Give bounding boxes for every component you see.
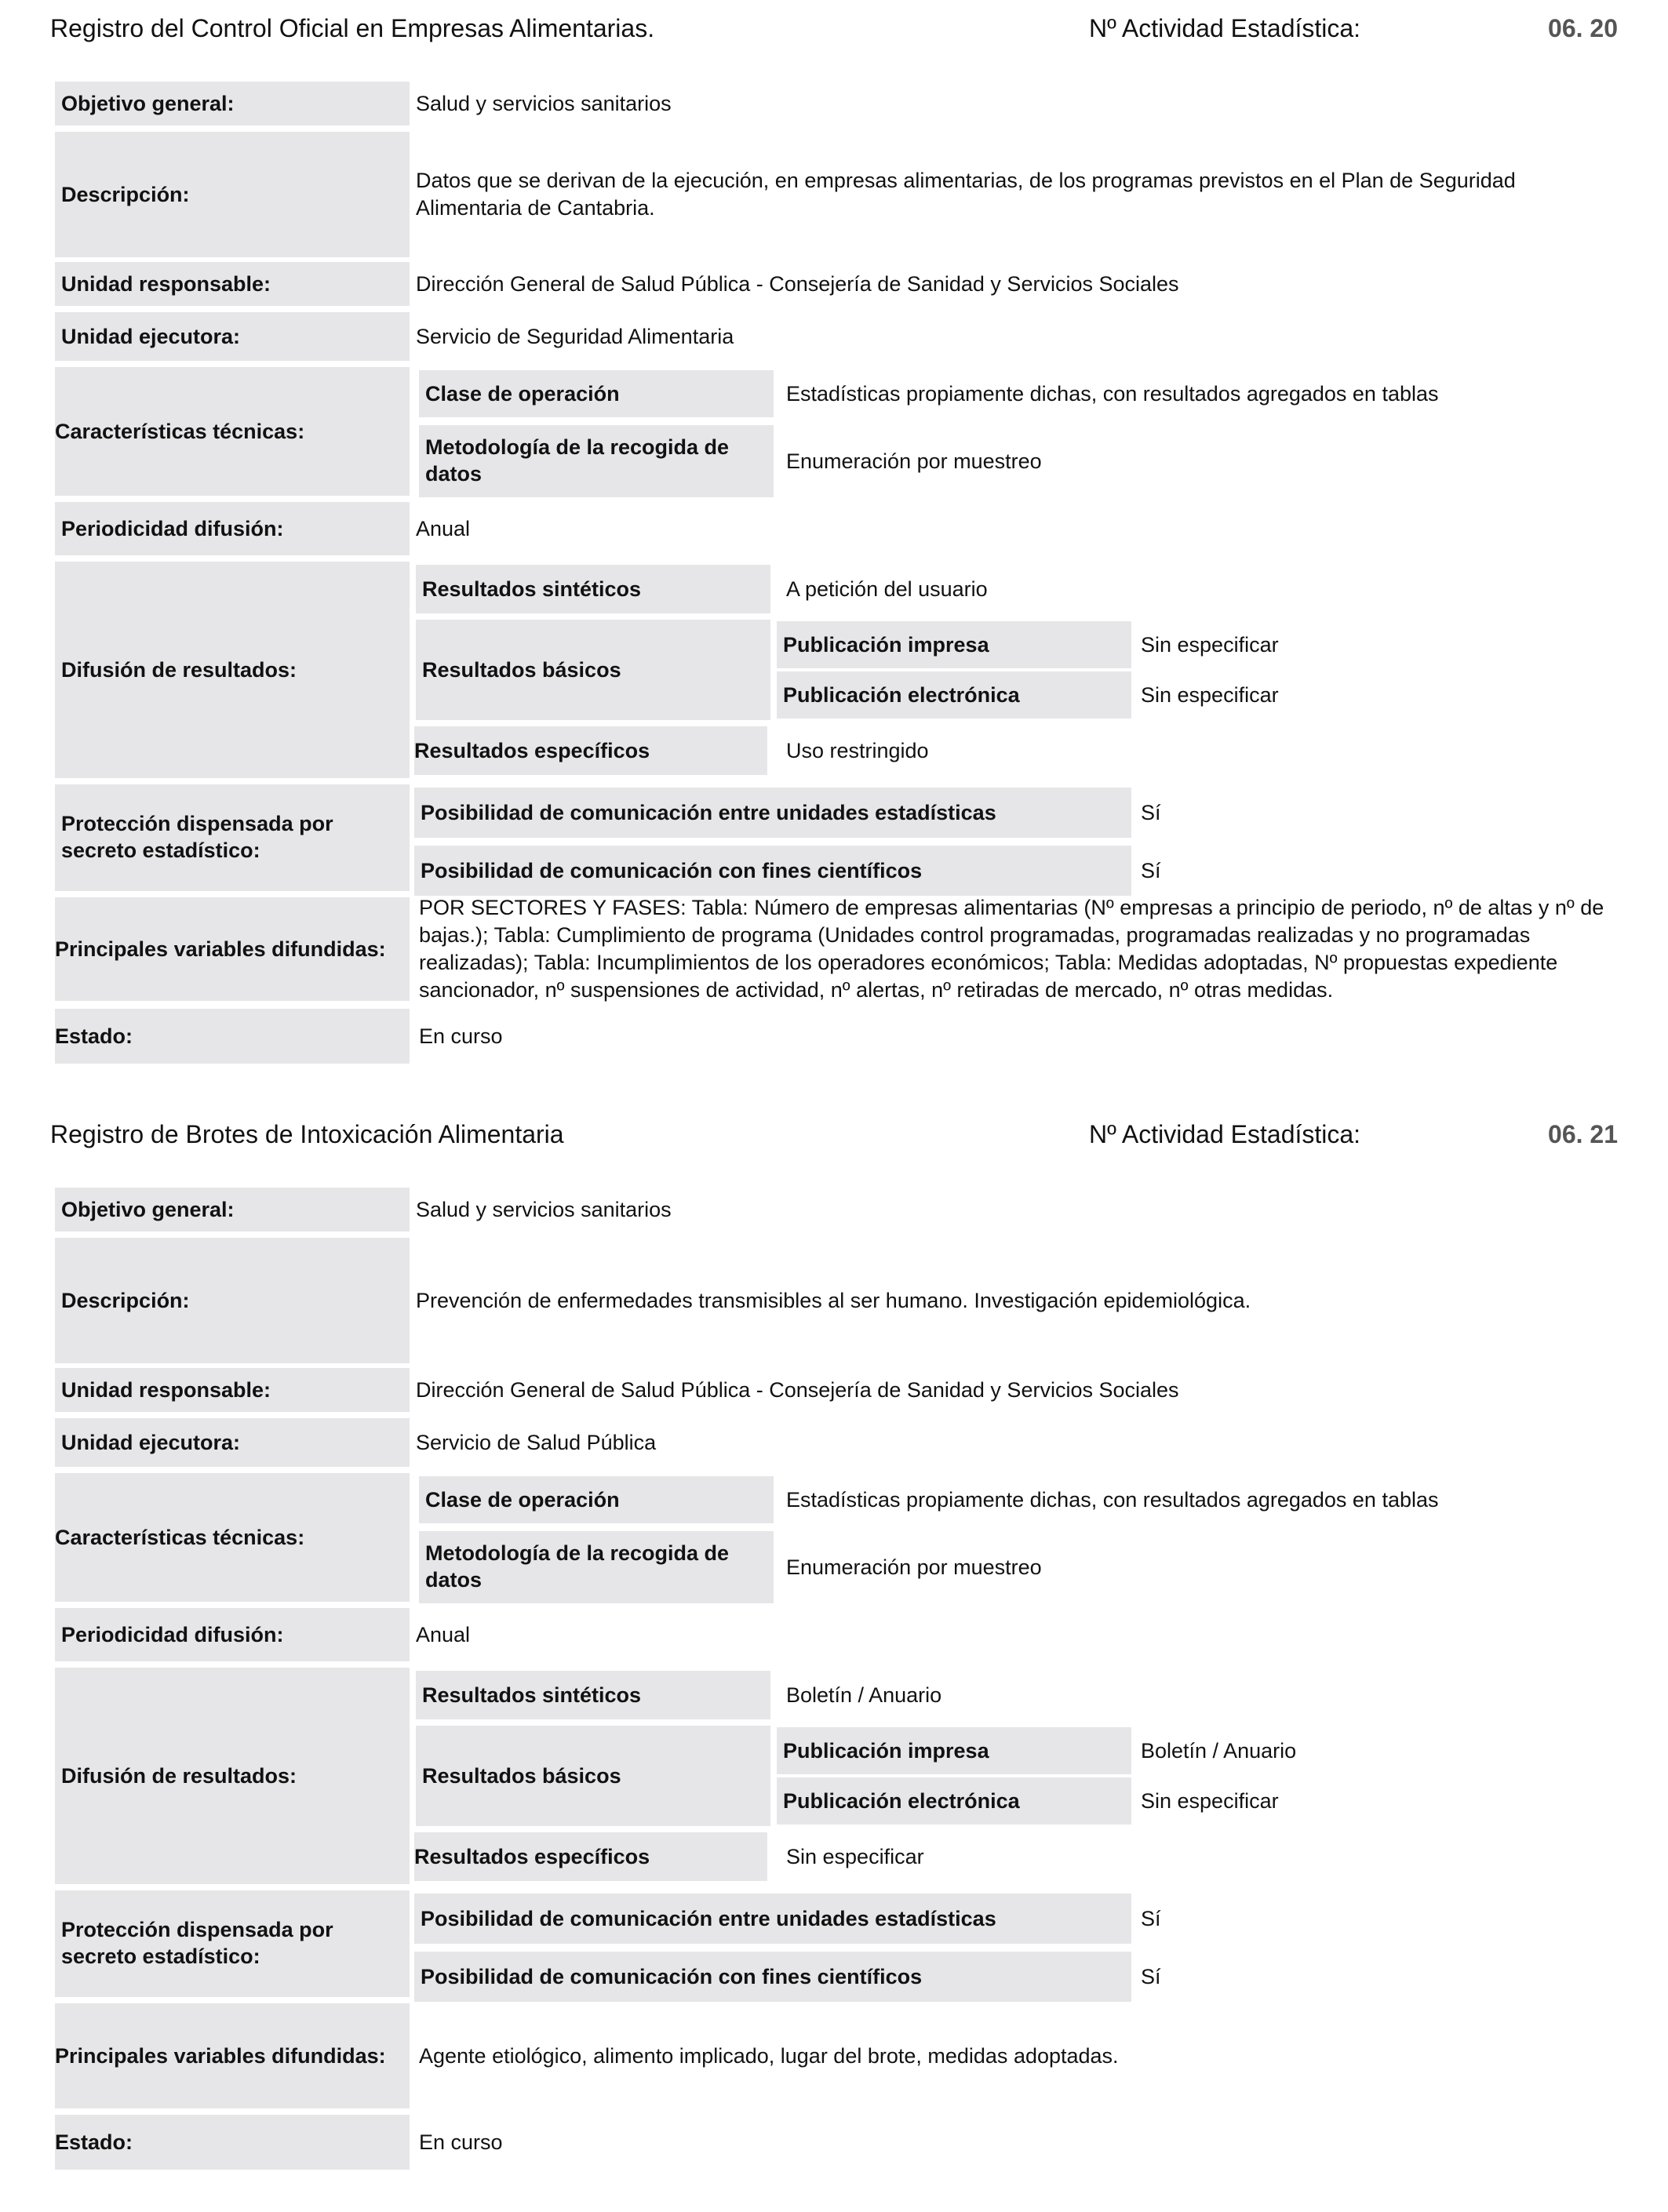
comunicacion-cientificos-value: Sí xyxy=(1141,858,1161,882)
periodicidad-label: Periodicidad difusión: xyxy=(55,1608,410,1661)
objetivo-general-value: Salud y servicios sanitarios xyxy=(416,91,672,115)
comunicacion-cientificos-value: Sí xyxy=(1141,1964,1161,1988)
publicacion-impresa-label: Publicación impresa xyxy=(777,621,1131,668)
objetivo-general-label: Objetivo general: xyxy=(55,82,410,126)
resultados-especificos-label: Resultados específicos xyxy=(414,726,767,775)
comunicacion-unidades-label: Posibilidad de comunicación entre unidades estadísticas xyxy=(414,1894,1131,1944)
clase-operacion-value: Estadísticas propiamente dichas, con resultados agregados en tablas xyxy=(786,1487,1439,1512)
comunicacion-cientificos-label: Posibilidad de comunicación con fines científicos xyxy=(414,1952,1131,2002)
activity-number-label: Nº Actividad Estadística: xyxy=(1089,1120,1361,1148)
clase-operacion-value: Estadísticas propiamente dichas, con resultados agregados en tablas xyxy=(786,381,1439,406)
clase-operacion-label: Clase de operación xyxy=(419,1476,774,1523)
metodologia-label: Metodología de la recogida de datos xyxy=(419,1531,774,1603)
variables-difundidas-label: Principales variables difundidas: xyxy=(55,897,410,1001)
publicacion-electronica-value: Sin especificar xyxy=(1141,1788,1279,1813)
descripcion-label: Descripción: xyxy=(55,132,410,257)
variables-difundidas-value: Agente etiológico, alimento implicado, lugar del brote, medidas adoptadas. xyxy=(419,2043,1119,2068)
difusion-resultados-label: Difusión de resultados: xyxy=(55,1668,410,1884)
unidad-ejecutora-label: Unidad ejecutora: xyxy=(55,312,410,361)
proteccion-secreto-label: Protección dispensada por secreto estadístico: xyxy=(55,784,410,891)
resultados-sinteticos-label: Resultados sintéticos xyxy=(416,565,770,613)
estado-label: Estado: xyxy=(55,2115,410,2170)
variables-difundidas-value: POR SECTORES Y FASES: Tabla: Número de empresas alimentarias (Nº empresas a principio de periodo, nº de altas y nº de bajas.); Tabla: Cumplimiento de programa (Unidades control programadas, programadas realizadas y no programadas realizadas); Tabla: Incumplimientos de los operadores económicos; Tabla: Medidas adoptadas, Nº propuestas expediente sancionador, nº suspensiones de actividad, nº alertas, nº retiradas de mercado, nº otras medidas. xyxy=(419,896,1604,1002)
proteccion-secreto-label: Protección dispensada por secreto estadístico: xyxy=(55,1890,410,1997)
metodologia-value: Enumeración por muestreo xyxy=(786,1555,1042,1579)
resultados-basicos-label: Resultados básicos xyxy=(416,620,770,720)
descripcion-value: Datos que se derivan de la ejecución, en empresas alimentarias, de los programas previstos en el Plan de Seguridad Alimentaria de Cantabria. xyxy=(416,169,1516,220)
caracteristicas-tecnicas-label: Características técnicas: xyxy=(55,1473,410,1602)
resultados-sinteticos-value: Boletín / Anuario xyxy=(786,1683,942,1707)
unidad-responsable-label: Unidad responsable: xyxy=(55,1368,410,1412)
record-title: Registro de Brotes de Intoxicación Alimentaria xyxy=(50,1120,564,1148)
unidad-responsable-value: Dirección General de Salud Pública - Consejería de Sanidad y Servicios Sociales xyxy=(416,271,1179,296)
comunicacion-unidades-value: Sí xyxy=(1141,800,1161,824)
unidad-ejecutora-label: Unidad ejecutora: xyxy=(55,1418,410,1467)
descripcion-label: Descripción: xyxy=(55,1238,410,1363)
statistical-activity-record xyxy=(0,1106,1668,2212)
record-title: Registro del Control Oficial en Empresas Alimentarias. xyxy=(50,14,655,42)
clase-operacion-label: Clase de operación xyxy=(419,370,774,417)
resultados-especificos-label: Resultados específicos xyxy=(414,1832,767,1881)
publicacion-impresa-value: Boletín / Anuario xyxy=(1141,1738,1297,1763)
publicacion-impresa-label: Publicación impresa xyxy=(777,1727,1131,1774)
unidad-ejecutora-value: Servicio de Salud Pública xyxy=(416,1430,657,1454)
objetivo-general-label: Objetivo general: xyxy=(55,1188,410,1232)
estado-label: Estado: xyxy=(55,1009,410,1064)
comunicacion-cientificos-label: Posibilidad de comunicación con fines científicos xyxy=(414,846,1131,896)
resultados-sinteticos-value: A petición del usuario xyxy=(786,577,988,601)
metodologia-value: Enumeración por muestreo xyxy=(786,449,1042,473)
publicacion-electronica-label: Publicación electrónica xyxy=(777,1777,1131,1825)
periodicidad-value: Anual xyxy=(416,1622,471,1646)
activity-number-label: Nº Actividad Estadística: xyxy=(1089,14,1361,42)
resultados-basicos-label: Resultados básicos xyxy=(416,1726,770,1826)
comunicacion-unidades-label: Posibilidad de comunicación entre unidades estadísticas xyxy=(414,788,1131,838)
unidad-ejecutora-value: Servicio de Seguridad Alimentaria xyxy=(416,324,734,348)
descripcion-value: Prevención de enfermedades transmisibles al ser humano. Investigación epidemiológica. xyxy=(416,1288,1251,1312)
estado-value: En curso xyxy=(419,2130,503,2154)
periodicidad-label: Periodicidad difusión: xyxy=(55,502,410,555)
comunicacion-unidades-value: Sí xyxy=(1141,1906,1161,1930)
estado-value: En curso xyxy=(419,1024,503,1048)
periodicidad-value: Anual xyxy=(416,516,471,540)
publicacion-impresa-value: Sin especificar xyxy=(1141,632,1279,657)
activity-number: 06. 20 xyxy=(1548,14,1618,42)
publicacion-electronica-value: Sin especificar xyxy=(1141,682,1279,707)
caracteristicas-tecnicas-label: Características técnicas: xyxy=(55,367,410,496)
difusion-resultados-label: Difusión de resultados: xyxy=(55,562,410,778)
resultados-especificos-value: Sin especificar xyxy=(786,1844,924,1868)
objetivo-general-value: Salud y servicios sanitarios xyxy=(416,1197,672,1221)
resultados-especificos-value: Uso restringido xyxy=(786,738,929,762)
unidad-responsable-value: Dirección General de Salud Pública - Consejería de Sanidad y Servicios Sociales xyxy=(416,1377,1179,1402)
publicacion-electronica-label: Publicación electrónica xyxy=(777,671,1131,719)
variables-difundidas-label: Principales variables difundidas: xyxy=(55,2003,410,2108)
resultados-sinteticos-label: Resultados sintéticos xyxy=(416,1671,770,1719)
metodologia-label: Metodología de la recogida de datos xyxy=(419,425,774,497)
activity-number: 06. 21 xyxy=(1548,1120,1618,1148)
unidad-responsable-label: Unidad responsable: xyxy=(55,262,410,306)
